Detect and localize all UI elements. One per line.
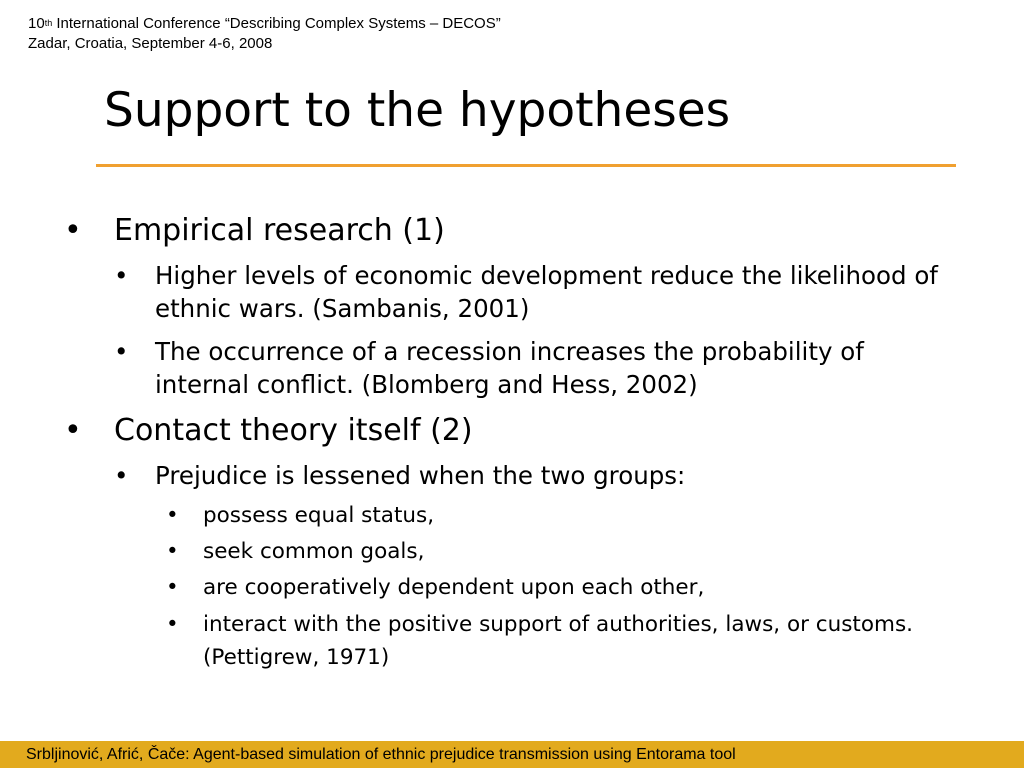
conference-number-suffix: th	[44, 18, 53, 28]
bullet-text: The occurrence of a recession increases the probability of internal conflict. (Blomberg and Hess, 2002)	[155, 337, 864, 399]
conference-header	[28, 14, 501, 54]
conference-number: 10	[28, 15, 45, 32]
bullet-icon: •	[166, 575, 179, 600]
bullet-text: seek common goals,	[203, 539, 425, 564]
conference-location: Zadar, Croatia, September 4-6, 2008	[28, 35, 273, 52]
bullet-icon: •	[114, 337, 129, 366]
bullet-icon: •	[114, 461, 129, 490]
title-underline	[96, 164, 956, 167]
conference-title: International Conference “Describing Complex Systems – DECOS”	[52, 15, 501, 32]
bullet-icon: •	[166, 612, 179, 637]
bullet-text: interact with the positive support of authorities, laws, or customs. (Pettigrew, 1971)	[203, 612, 913, 670]
slide-title: Support to the hypotheses	[104, 83, 731, 138]
conference-name	[28, 14, 501, 34]
bullet-text: Prejudice is lessened when the two groups:	[155, 461, 686, 490]
footer-bar	[0, 741, 1024, 768]
bullet-text: Contact theory itself (2)	[114, 413, 473, 448]
bullet-icon: •	[166, 503, 179, 528]
bullet-text: are cooperatively dependent upon each other,	[203, 575, 705, 600]
bullet-icon: •	[114, 261, 129, 290]
bullet-text: Higher levels of economic development reduce the likelihood of ethnic wars. (Sambanis, 2001)	[155, 261, 938, 323]
footer-text: Srbljinović, Afrić, Čače: Agent-based simulation of ethnic prejudice transmission using Entorama tool	[26, 746, 736, 763]
bullet-icon: •	[64, 413, 82, 448]
bullet-icon: •	[64, 213, 82, 248]
bullet-text: possess equal status,	[203, 503, 435, 528]
bullet-text: Empirical research (1)	[114, 213, 445, 248]
bullet-icon: •	[166, 539, 179, 564]
